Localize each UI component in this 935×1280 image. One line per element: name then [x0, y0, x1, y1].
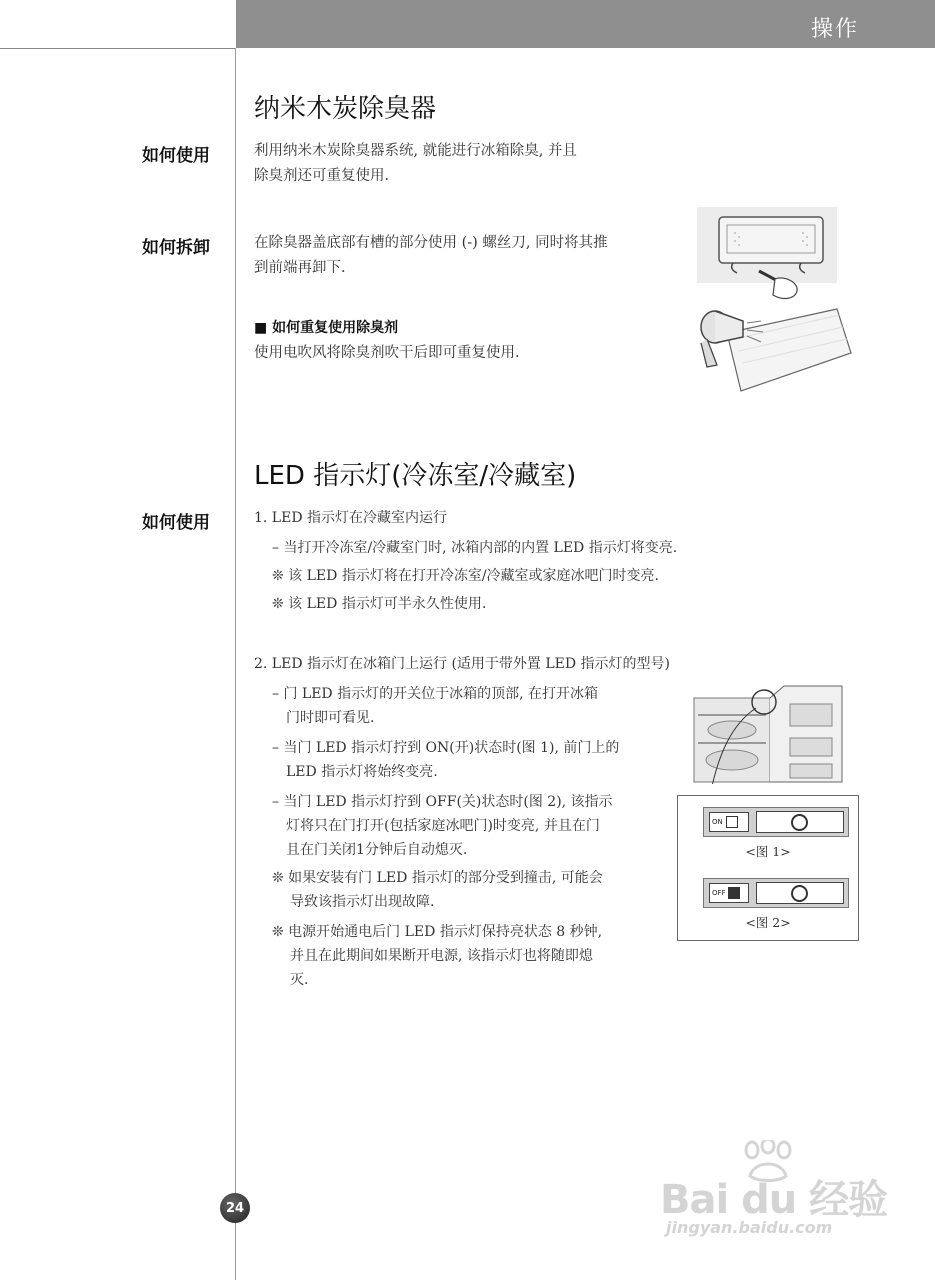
- side-label-how-to-remove: 如何拆卸: [142, 238, 210, 258]
- fig1-caption: <图 1>: [745, 844, 791, 859]
- remove-line: 在除臭器盖底部有槽的部分使用 (-) 螺丝刀, 同时将其推: [254, 235, 608, 251]
- header-title: 操作: [810, 17, 859, 42]
- header-bar: [236, 0, 935, 48]
- baidu-watermark: [660, 1140, 900, 1270]
- led-point-2-item-line: – 门 LED 指示灯的开关位于冰箱的顶部, 在打开冰箱: [272, 686, 598, 702]
- switch-panel-on: [703, 807, 849, 837]
- switch-on-label: ON: [712, 818, 723, 826]
- fridge-interior-illustration: [692, 684, 848, 784]
- led-lens: [756, 811, 844, 833]
- usage-line: 利用纳米木炭除臭器系统, 就能进行冰箱除臭, 并且: [254, 143, 577, 159]
- led-point-2-title: 2. LED 指示灯在冰箱门上运行 (适用于带外置 LED 指示灯的型号): [254, 656, 671, 672]
- led-point-2-note-line: ❊ 如果安装有门 LED 指示灯的部分受到撞击, 可能会: [272, 870, 603, 886]
- switch-toggle-icon: [726, 816, 738, 828]
- watermark-brand: Bai du 经验: [660, 1177, 888, 1223]
- led-lens-icon: [791, 885, 808, 902]
- led-point-1-title: 1. LED 指示灯在冷藏室内运行: [254, 510, 447, 526]
- led-lens-icon: [791, 814, 808, 831]
- led-point-2-item-line: – 当门 LED 指示灯拧到 ON(开)状态时(图 1), 前门上的: [272, 740, 620, 756]
- led-point-2-item-line: LED 指示灯将始终变亮.: [286, 764, 438, 780]
- remove-paragraph: [254, 231, 608, 281]
- switch-off-label: OFF: [712, 889, 726, 897]
- reuse-paragraph: 使用电吹风将除臭剂吹干后即可重复使用.: [254, 345, 520, 361]
- watermark-url: jingyan.baidu.com: [666, 1218, 833, 1237]
- deodorizer-removal-illustration: [697, 207, 837, 303]
- margin-divider: [235, 48, 236, 1280]
- led-point-1-item: – 当打开冷冻室/冷藏室门时, 冰箱内部的内置 LED 指示灯将变亮.: [272, 540, 678, 556]
- usage-paragraph: [254, 139, 577, 189]
- usage-line: 除臭剂还可重复使用.: [254, 168, 390, 184]
- led-point-2-note-line: 并且在此期间如果断开电源, 该指示灯也将随即熄: [290, 948, 593, 964]
- side-label-how-to-use-led: 如何使用: [142, 513, 210, 533]
- switch-panel-off: [703, 878, 849, 908]
- led-lens: [756, 882, 844, 904]
- switch-toggle-icon: [728, 887, 740, 899]
- led-point-2-note-line: 导致该指示灯出现故障.: [290, 894, 435, 910]
- switch-figure-box: [677, 795, 859, 941]
- led-point-2-item-line: – 当门 LED 指示灯拧到 OFF(关)状态时(图 2), 该指示: [272, 794, 613, 810]
- led-point-1-note: ❊ 该 LED 指示灯可半永久性使用.: [272, 596, 487, 612]
- led-point-2-note-line: 灭.: [290, 972, 309, 988]
- side-label-how-to-use: 如何使用: [142, 146, 210, 166]
- reuse-subheading: ■ 如何重复使用除臭剂: [254, 320, 399, 336]
- led-point-1-note: ❊ 该 LED 指示灯将在打开冷冻室/冷藏室或家庭冰吧门时变亮.: [272, 568, 659, 584]
- led-point-2-note-line: ❊ 电源开始通电后门 LED 指示灯保持亮状态 8 秒钟,: [272, 924, 603, 940]
- fig2-caption: <图 2>: [745, 915, 791, 930]
- remove-line: 到前端再卸下.: [254, 260, 346, 276]
- led-point-2-item-line: 门时即可看见.: [286, 710, 375, 726]
- section-title-led: LED 指示灯(冷冻室/冷藏室): [254, 461, 577, 491]
- header-divider: [0, 48, 236, 49]
- switch-on: [709, 812, 749, 832]
- page-number: 24: [220, 1193, 250, 1223]
- hair-dryer-illustration: [697, 303, 853, 393]
- switch-off: [709, 883, 749, 903]
- led-point-2-item-line: 灯将只在门打开(包括家庭冰吧门)时变亮, 并且在门: [286, 818, 600, 834]
- led-point-2-item-line: 且在门关闭1分钟后自动熄灭.: [286, 842, 468, 858]
- section-title-deodorizer: 纳米木炭除臭器: [254, 94, 437, 124]
